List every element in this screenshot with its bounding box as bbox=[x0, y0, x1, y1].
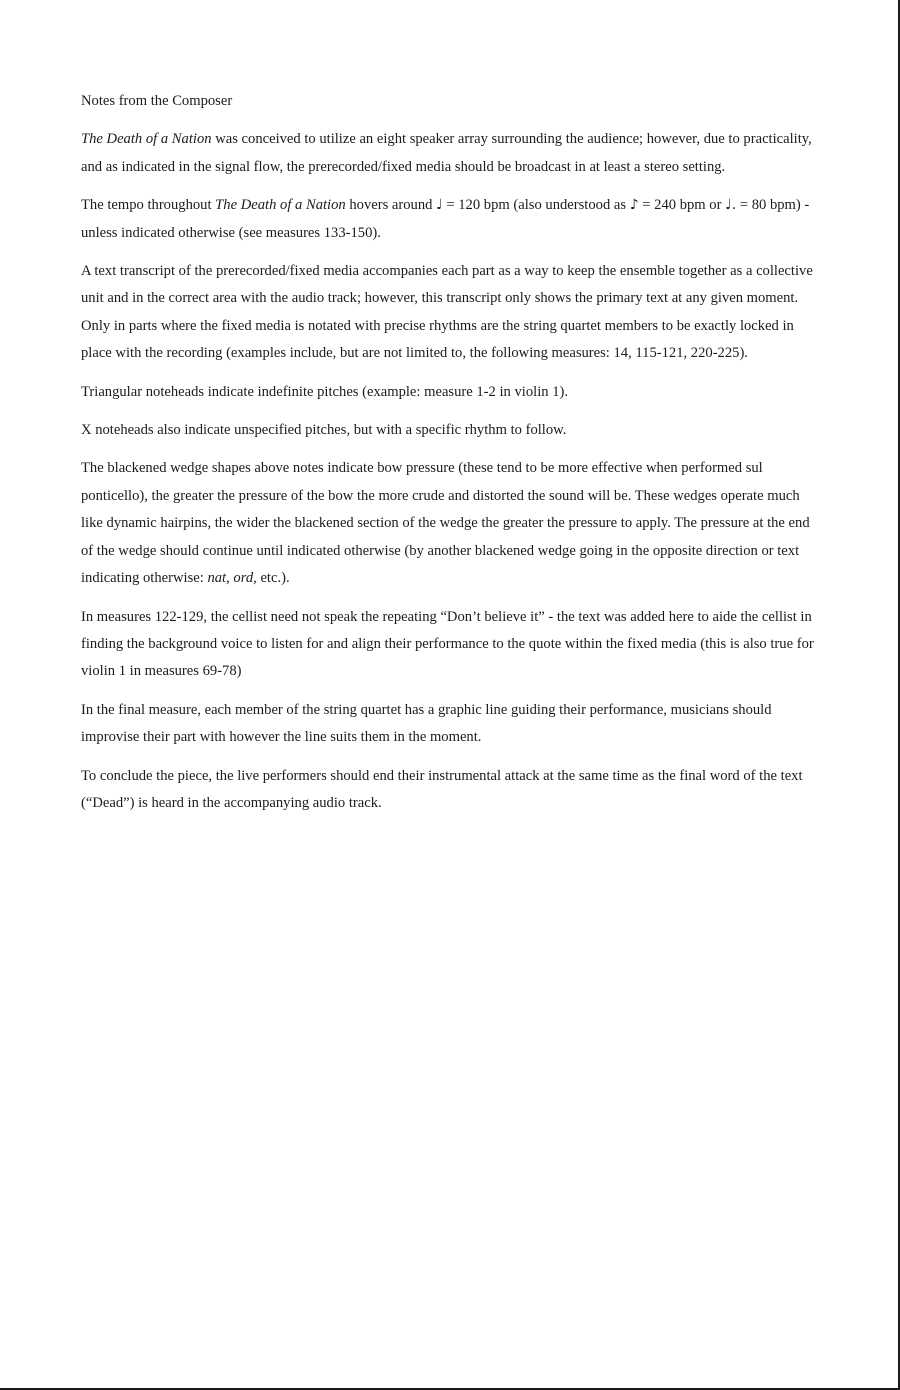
paragraph-p5 bbox=[81, 417, 821, 444]
paragraph-p9 bbox=[81, 763, 821, 818]
italic-text: ord bbox=[233, 570, 254, 587]
paragraph-p4 bbox=[81, 379, 821, 406]
text-segment: A text transcript of the prerecorded/fixed media accompanies each part as a way to keep the ensemble together as a collective unit and in the correct area with the audio track; however, this transcript only shows the primary text at any given moment. Only in parts where the fixed media is notated with precise rhythms are the string quartet members to be exactly locked in place with the recording (examples include, but are not limited to, the following measures: 14, 115-121, 220-225). bbox=[81, 263, 813, 362]
document-body bbox=[81, 126, 821, 817]
italic-text: The Death of a Nation bbox=[215, 197, 346, 214]
paragraph-p7 bbox=[81, 604, 821, 686]
text-segment: was conceived to utilize an eight speaker array surrounding the audience; however, due to practicality, and as indicated in the signal flow, the prerecorded/fixed media should be broadcast in at least a stereo setting. bbox=[81, 131, 812, 175]
paragraph-p8 bbox=[81, 697, 821, 752]
paragraph-p6 bbox=[81, 455, 821, 592]
paragraph-p1 bbox=[81, 126, 821, 181]
text-segment: , bbox=[226, 570, 234, 587]
text-segment: In measures 122-129, the cellist need not speak the repeating “Don’t believe it” - the text was added here to aide the cellist in finding the background voice to listen for and align their performance to the quote within the fixed media (this is also true for violin 1 in measures 69-78) bbox=[81, 608, 814, 680]
document-title: Notes from the Composer bbox=[81, 93, 233, 109]
note-symbol: ♪ bbox=[629, 197, 639, 214]
text-segment: hovers around bbox=[345, 197, 437, 214]
italic-text: The Death of a Nation bbox=[81, 131, 212, 148]
paragraph-p2 bbox=[81, 192, 821, 247]
text-segment: The blackened wedge shapes above notes indicate bow pressure (these tend to be more effective when performed sul ponticello), the greater the pressure of the bow the more crude and distorted the sound will be. These wedges operate much like dynamic hairpins, the wider the blackened section of the wedge the greater the pressure to apply. The pressure at the end of the wedge should continue until indicated otherwise (by another blackened wedge going in the opposite direction or text indicating otherwise: bbox=[81, 460, 810, 587]
document-page bbox=[81, 88, 821, 828]
italic-text: nat bbox=[207, 570, 227, 587]
text-segment: = 80 bpm) - unless indicated otherwise (see measures 133-150). bbox=[81, 197, 810, 241]
paragraph-p3 bbox=[81, 258, 821, 368]
text-segment: Triangular noteheads indicate indefinite pitches (example: measure 1-2 in violin 1). bbox=[81, 383, 568, 400]
text-segment: In the final measure, each member of the string quartet has a graphic line guiding their performance, musicians should improvise their part with however the line suits them in the moment. bbox=[81, 701, 772, 746]
text-segment: X noteheads also indicate unspecified pitches, but with a specific rhythm to follow. bbox=[81, 422, 567, 439]
text-segment: , etc.). bbox=[253, 570, 290, 587]
note-symbol: ♩ bbox=[436, 197, 443, 214]
text-segment: The tempo throughout bbox=[81, 197, 216, 214]
text-segment: = 240 bpm or bbox=[638, 197, 726, 214]
text-segment: To conclude the piece, the live performers should end their instrumental attack at the same time as the final word of the text (“Dead”) is heard in the accompanying audio track. bbox=[81, 767, 803, 811]
text-segment: = 120 bpm (also understood as bbox=[442, 197, 630, 214]
note-symbol: ♩. bbox=[725, 197, 737, 214]
